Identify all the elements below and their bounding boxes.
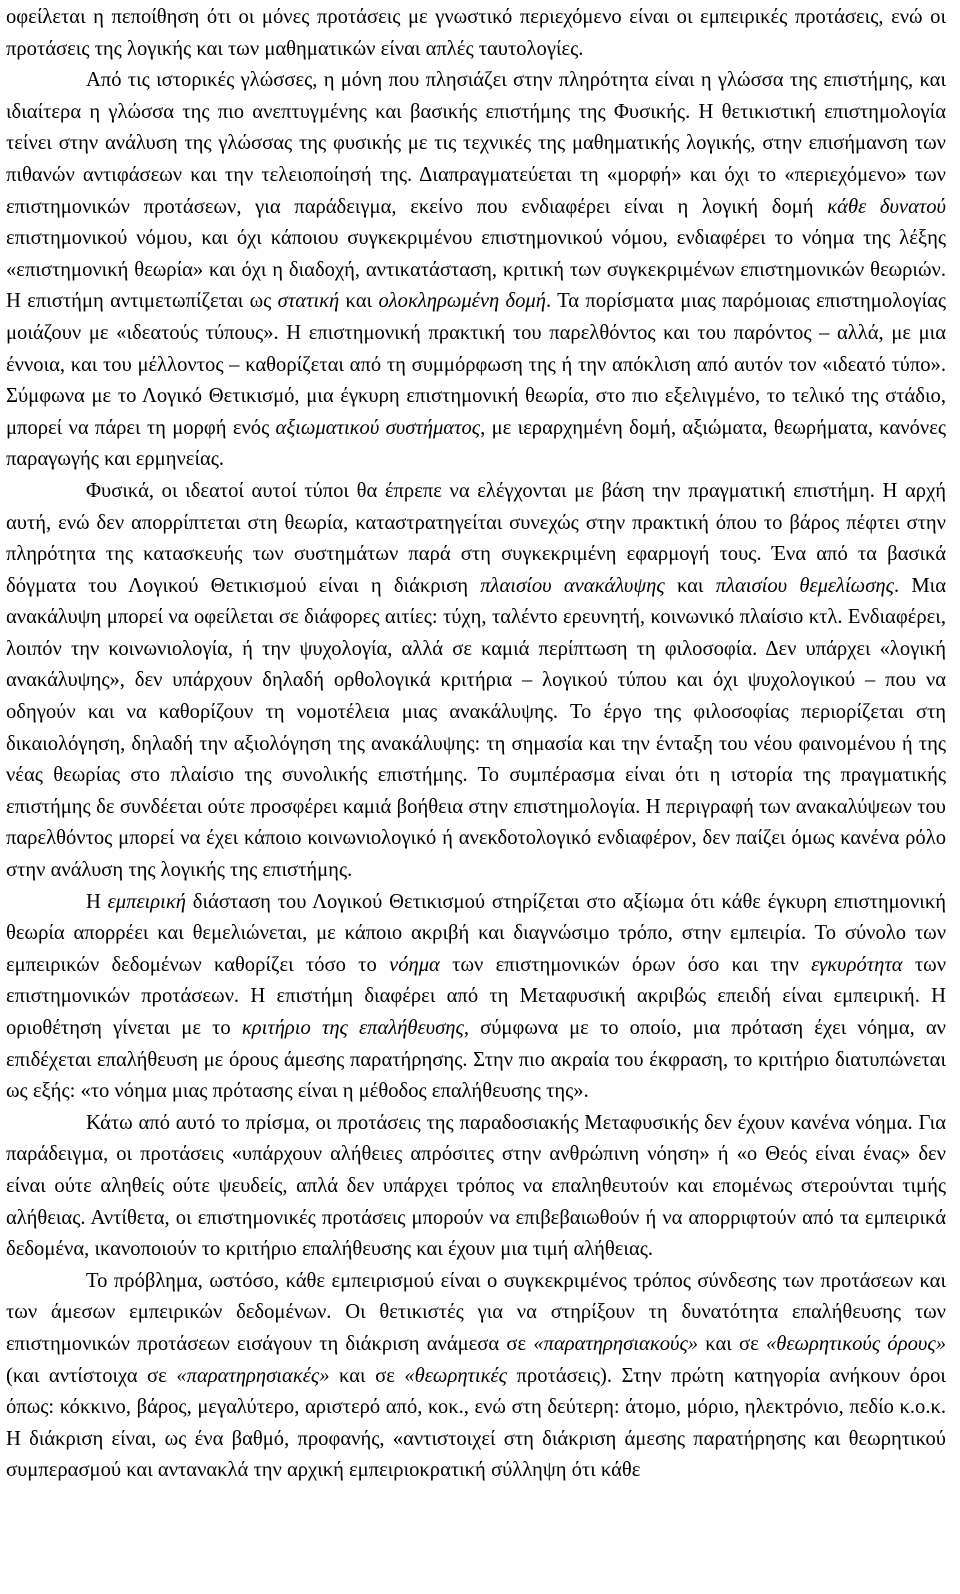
italic-text-run: πλαισίου ανακάλυψης [480,574,665,597]
text-run: Η [86,890,108,913]
italic-text-run: στατική [277,290,340,313]
italic-text-run: «παρατηρησιακές» [176,1364,330,1387]
text-run: και σε [698,1332,766,1355]
italic-text-run: ολοκληρωμένη δομή [378,290,546,313]
paragraph [6,887,946,1108]
italic-text-run: «θεωρητικούς όρους» [765,1332,946,1355]
document-page [6,2,946,1487]
text-run: επιστημονικού νόμου, και όχι κάποιου συγκεκριμένου επιστημονικού νόμου, ενδιαφέρει το νόημα της λέξης «επιστημονική θεωρία» και όχι η διαδοχή, αντικατάσταση, κριτική των συγκεκριμένων επιστημονικών θεωριών. Η επιστήμη αντιμετωπίζεται ως [6,227,946,313]
paragraph [6,1266,946,1487]
paragraph [6,1108,946,1266]
text-run: και [664,574,716,597]
paragraph [6,2,946,65]
text-run: , σύμφωνα με το οποίο, μια πρόταση έχει νόημα, αν επιδέχεται επαλήθευση με όρους άμεσης παρατήρησης. Στην πιο ακραία του έκφραση, το κριτήριο διατυπώνεται ως εξής: «το νόημα μιας πρότασης είναι η μέθοδος επαλήθευσης της». [6,1017,946,1103]
text-run: , με ιεραρχημένη δομή, αξιώματα, θεωρήματα, κανόνες παραγωγής και ερμηνείας. [6,416,947,471]
text-run: Το πρόβλημα, ωστόσο, κάθε εμπειρισμού είναι ο συγκεκριμένος τρόπος σύνδεσης των προτάσεων και των άμεσων εμπειρικών δεδομένων. Οι θετικιστές για να στηρίξουν τη δυνατότητα επαλήθευσης των επιστημονικών προτάσεων εισάγουν τη διάκριση ανάμεσα σε [6,1269,946,1355]
text-run: (και αντίστοιχα σε [6,1364,177,1387]
italic-text-run: «παρατηρησιακούς» [533,1332,699,1355]
text-run: Φυσικά, οι ιδεατοί αυτοί τύποι θα έπρεπε να ελέγχονται με βάση την πραγματική επιστήμη. Η αρχή αυτή, ενώ δεν απορρίπτεται στη θεωρία, καταστρατηγείται συνεχώς στην πρακτική όπου το βάρος πέφτει στην πληρότητα της κατασκευής των συστημάτων παρά στη συγκεκριμένη εφαρμογή τους. Ένα από τα βασικά δόγματα του Λογικού Θετικισμού είναι η διάκριση [6,479,946,597]
text-run: των επιστημονικών όρων όσο και την [439,953,812,976]
text-run: των επιστημονικών προτάσεων. Η επιστήμη διαφέρει από τη Μεταφυσική ακριβώς επειδή είναι εμπειρική. Η οριοθέτηση γίνεται με το [6,953,947,1039]
italic-text-run: πλαισίου θεμελίωσης [715,574,894,597]
paragraph [6,65,946,476]
italic-text-run: αξιωματικού συστήματος [275,416,481,439]
text-run: Κάτω από αυτό το πρίσμα, οι προτάσεις της παραδοσιακής Μεταφυσικής δεν έχουν κανένα νόημα. Για παράδειγμα, οι προτάσεις «υπάρχουν αλήθειες απρόσιτες στην ανθρώπινη νόηση» ή «ο Θεός είναι ένας» δεν είναι ούτε αληθείς ούτε ψευδείς, απλά δεν υπάρχει τρόπος να επαληθευτούν και επομένως στερούνται τιμής αλήθειας. Αντίθετα, οι επιστημονικές προτάσεις μπορούν να επιβεβαιωθούν ή να απορριφτούν από τα εμπειρικά δεδομένα, ικανοποιούν το κριτήριο επαλήθευσης και έχουν μια τιμή αλήθειας. [6,1111,946,1261]
italic-text-run: εγκυρότητα [811,953,903,976]
text-run: οφείλεται η πεποίθηση ότι οι μόνες προτάσεις με γνωστικό περιεχόμενο είναι οι εμπειρικές προτάσεις, ενώ οι προτάσεις της λογικής και των μαθηματικών είναι απλές ταυτολογίες. [6,6,946,60]
text-run: Από τις ιστορικές γλώσσες, η μόνη που πλησιάζει στην πληρότητα είναι η γλώσσα της επιστήμης, και ιδιαίτερα η γλώσσα της πιο ανεπτυγμένης και βασικής επιστήμης της Φυσικής. Η θετικιστική επιστημολογία τείνει στην ανάλυση της γλώσσας της φυσικής με τις τεχνικές της μαθηματικής λογικής, στην επισήμανση των πιθανών αντιφάσεων και την τελειοποίησή της. Διαπραγματεύεται τη «μορφή» και όχι το «περιεχόμενο» των επιστημονικών προτάσεων, για παράδειγμα, εκείνο που ενδιαφέρει είναι η λογική δομή [6,69,946,218]
text-run: . Τα πορίσματα μιας παρόμοιας επιστημολογίας μοιάζουν με «ιδεατούς τύπους». Η επιστημονική πρακτική του παρελθόντος και του παρόντος – αλλά, με μια έννοια, και του μέλλοντος – καθορίζεται από τη συμμόρφωση της ή την απόκλιση από αυτόν τον «ιδεατό τύπο». Σύμφωνα με το Λογικό Θετικισμό, μια έγκυρη επιστημονική θεωρία, στο πιο εξελιγμένο, το τελικό της στάδιο, μπορεί να πάρει τη μορφή ενός [6,290,947,439]
italic-text-run: εμπειρική [107,890,186,913]
text-run: και [339,290,379,313]
italic-text-run: «θεωρητικές [404,1364,507,1387]
text-run: . Μια ανακάλυψη μπορεί να οφείλεται σε διάφορες αιτίες: τύχη, ταλέντο ερευνητή, κοινωνικό πλαίσιο κτλ. Ενδιαφέρει, λοιπόν την κοινωνιολογία, ή την ψυχολογία, αλλά σε καμιά περίπτωση τη φιλοσοφία. Δεν υπάρχει «λογική ανακάλυψης», δεν υπάρχουν δηλαδή ορθολογικά κριτήρια – λογικού τύπου και όχι ψυχολογικού – που να οδηγούν και να καθορίζουν τη νομοτέλεια μιας ανακάλυψης. Το έργο της φιλοσοφίας περιορίζεται στη δικαιολόγηση, δηλαδή την αξιολόγηση της ανακάλυψης: τη σημασία και την ένταξη του νέου φαινομένου ή της νέας θεωρίας στο πλαίσιο της συνολικής επιστήμης. Το συμπέρασμα είναι ότι η ιστορία της πραγματικής επιστήμης δε συνδέεται ούτε προσφέρει καμιά βοήθεια στην επιστημολογία. Η περιγραφή των ανακαλύψεων του παρελθόντος μπορεί να έχει κάποιο κοινωνιολογικό ή ανεκδοτολογικό ενδιαφέρον, δεν παίζει όμως κανένα ρόλο στην ανάλυση της λογικής της επιστήμης. [6,574,946,882]
text-run: και σε [329,1364,405,1387]
italic-text-run: κάθε δυνατού [827,195,946,218]
paragraph [6,476,946,887]
italic-text-run: κριτήριο της επαλήθευσης [241,1017,464,1039]
italic-text-run: νόημα [389,953,440,976]
text-run: διάσταση του Λογικού Θετικισμού στηρίζεται στο αξίωμα ότι κάθε έγκυρη επιστημονική θεωρία απορρέει και θεμελιώνεται, με κάποιο ακριβή και διαγνώσιμο τρόπο, στην εμπειρία. Το σύνολο των εμπειρικών δεδομένων καθορίζει τόσο το [6,890,946,976]
text-run: προτάσεις). Στην πρώτη κατηγορία ανήκουν όροι όπως: κόκκινο, βάρος, μεγαλύτερο, αριστερό από, κοκ., ενώ στη δεύτερη: άτομο, μόριο, ηλεκτρόνιο, πεδίο κ.ο.κ. Η διάκριση είναι, ως ένα βαθμό, προφανής, «αντιστοιχεί στη διάκριση άμεσης παρατήρησης και θεωρητικού συμπερασμού και αντανακλά την αρχική εμπειριοκρατική σύλληψη ότι κάθε [6,1364,946,1482]
